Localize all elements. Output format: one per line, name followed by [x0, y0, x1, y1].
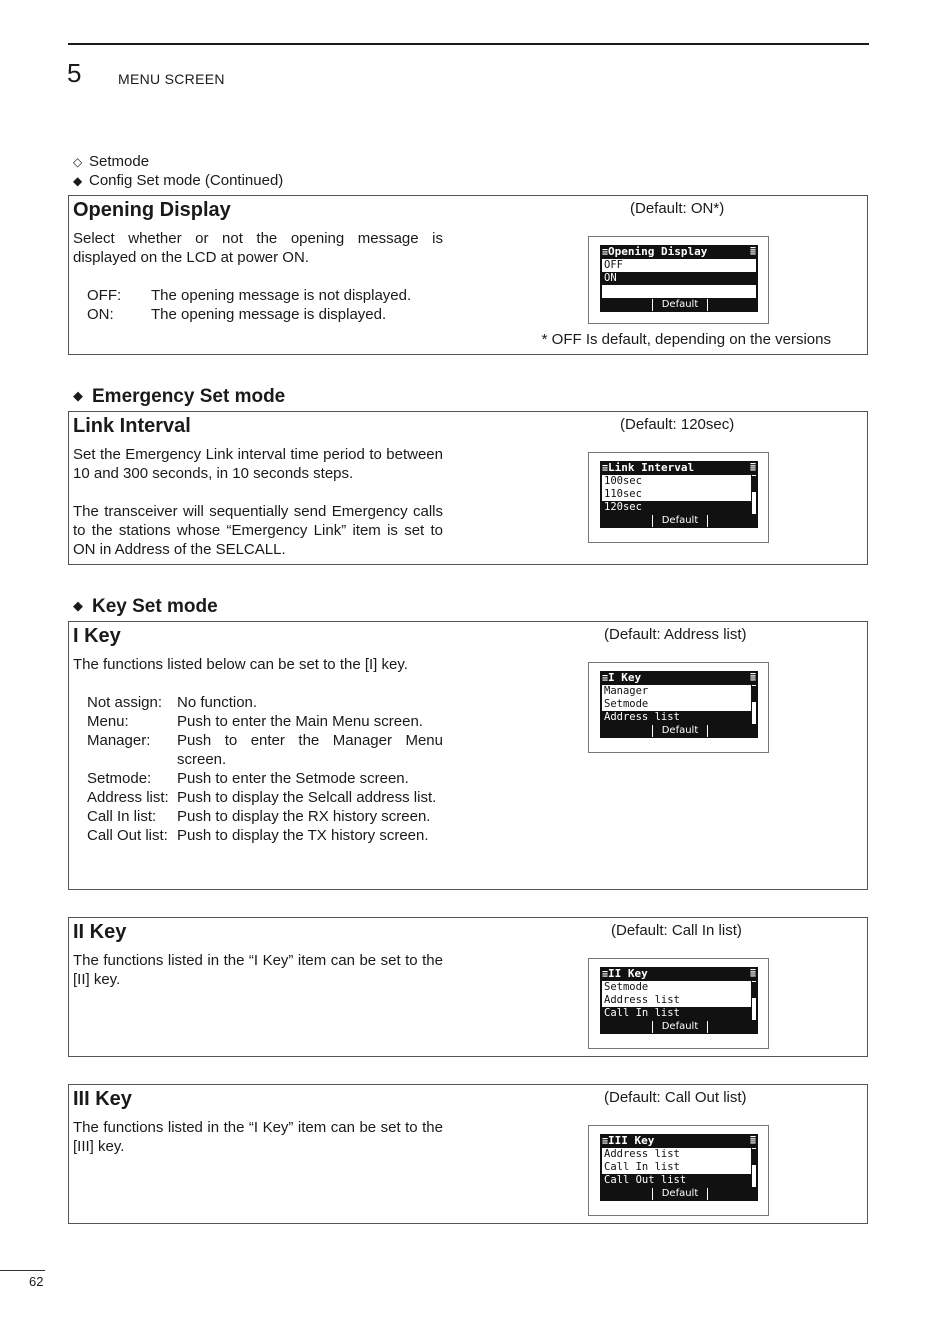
menu-lines-icon: ≡	[602, 673, 609, 684]
description: Select whether or not the opening message is displayed on the LCD at power ON.	[73, 230, 443, 266]
description: The functions listed in the “I Key” item can be set to the [III] key.	[73, 1119, 443, 1155]
lcd-row-selected: ON	[602, 272, 756, 285]
lcd-scrollbar	[751, 475, 756, 514]
option-row: OFF: The opening message is not displayed.	[87, 287, 412, 304]
lcd-softkey: Default	[652, 1021, 708, 1033]
page-rule	[0, 1270, 45, 1271]
description: The functions listed in the “I Key” item can be set to the [II] key.	[73, 952, 443, 988]
chapter-number: 5	[67, 58, 82, 88]
lcd-row: Setmode	[604, 981, 649, 993]
lcd-header: ≡II Key ≣	[602, 967, 756, 980]
lcd-row: OFF	[604, 259, 623, 271]
section-title: I Key	[73, 625, 121, 647]
default-value: (Default: Call Out list)	[604, 1089, 747, 1106]
option-row: Not assign: No function.	[87, 694, 258, 711]
breadcrumb-label: Setmode	[89, 153, 150, 170]
section-title: II Key	[73, 921, 127, 943]
lcd-screenshot	[588, 662, 769, 753]
menu-lines-icon: ≡	[602, 969, 609, 980]
lcd-softkey: Default	[652, 299, 708, 311]
lcd-row-selected: 120sec	[602, 501, 756, 514]
lcd-scrollbar	[751, 685, 756, 724]
lcd-display	[600, 1134, 758, 1201]
option-row: Setmode: Push to enter the Setmode screen.	[87, 770, 409, 787]
section-body	[73, 1118, 443, 1156]
menu-lines-icon: ≡	[602, 1136, 609, 1147]
lcd-list	[602, 475, 756, 514]
option-row: Menu: Push to enter the Main Menu screen.	[87, 713, 423, 730]
lcd-display	[600, 967, 758, 1034]
lcd-row: 100sec	[604, 475, 642, 487]
diamond-filled-icon: ◆	[73, 174, 83, 188]
page-number: 62	[29, 1274, 44, 1289]
option-row: ON: The opening message is displayed.	[87, 306, 387, 323]
menu-lines-icon: ≡	[602, 463, 609, 474]
list-icon: ≣	[749, 968, 756, 979]
key-set-heading: ◆ Key Set mode	[73, 596, 218, 617]
lcd-display	[600, 671, 758, 738]
opening-display-section	[68, 195, 868, 355]
lcd-list	[602, 981, 756, 1020]
diamond-filled-icon: ◆	[73, 388, 83, 403]
lcd-screenshot	[588, 236, 769, 324]
footnote: * OFF Is default, depending on the versions	[541, 331, 831, 348]
lcd-row: Call In list	[604, 1161, 680, 1173]
lcd-row-selected: Call In list	[602, 1007, 756, 1020]
lcd-scrollbar	[751, 1148, 756, 1187]
default-value: (Default: Address list)	[604, 626, 747, 643]
breadcrumb-config	[73, 171, 283, 191]
lcd-row: 110sec	[604, 488, 642, 500]
option-row: Call Out list: Push to display the TX history screen.	[87, 827, 429, 844]
lcd-row-selected: Address list	[602, 711, 756, 724]
section-title: Link Interval	[73, 415, 191, 437]
list-icon: ≣	[749, 672, 756, 683]
lcd-row-selected: Call Out list	[602, 1174, 756, 1187]
description: Set the Emergency Link interval time period to between 10 and 300 seconds, in 10 seconds steps.	[73, 446, 443, 482]
menu-lines-icon: ≡	[602, 247, 609, 258]
description: The functions listed below can be set to the [I] key.	[73, 656, 408, 673]
emergency-heading: ◆ Emergency Set mode	[73, 386, 286, 407]
lcd-list	[602, 1148, 756, 1187]
iii-key-section	[68, 1084, 868, 1224]
lcd-screenshot	[588, 452, 769, 543]
list-icon: ≣	[749, 462, 756, 473]
top-rule	[68, 43, 869, 45]
i-key-section	[68, 621, 868, 890]
lcd-screenshot	[588, 1125, 769, 1216]
default-value: (Default: Call In list)	[611, 922, 742, 939]
lcd-row: Setmode	[604, 698, 649, 710]
option-row: Address list: Push to display the Selcall address list.	[87, 789, 437, 806]
breadcrumb-setmode	[73, 152, 149, 172]
section-body	[73, 655, 443, 845]
lcd-row: Address list	[604, 1148, 680, 1160]
section-title: Opening Display	[73, 199, 231, 221]
option-row: Call In list: Push to display the RX history screen.	[87, 808, 431, 825]
lcd-list	[602, 685, 756, 724]
lcd-header: ≡Opening Display ≣	[602, 245, 756, 258]
lcd-header: ≡Link Interval ≣	[602, 461, 756, 474]
lcd-softkey: Default	[652, 725, 708, 737]
section-body	[73, 229, 443, 324]
list-icon: ≣	[749, 1135, 756, 1146]
description: The transceiver will sequentially send Emergency calls to the stations whose “Emergency Link” item is set to ON in Address of the SELCALL.	[73, 503, 443, 558]
lcd-display	[600, 245, 758, 312]
lcd-row: Address list	[604, 994, 680, 1006]
chapter-title: MENU SCREEN	[118, 71, 225, 87]
lcd-scrollbar	[751, 981, 756, 1020]
list-icon: ≣	[749, 246, 756, 257]
default-value: (Default: ON*)	[630, 200, 725, 217]
lcd-softkey: Default	[652, 515, 708, 527]
lcd-list	[602, 259, 756, 298]
diamond-filled-icon: ◆	[73, 598, 83, 613]
option-row: Manager: Push to enter the Manager Menu screen.	[87, 732, 443, 768]
ii-key-section	[68, 917, 868, 1057]
default-value: (Default: 120sec)	[620, 416, 735, 433]
lcd-softkey: Default	[652, 1188, 708, 1200]
lcd-row: Manager	[604, 685, 649, 697]
lcd-display	[600, 461, 758, 528]
section-body	[73, 445, 443, 559]
lcd-header: ≡III Key ≣	[602, 1134, 756, 1147]
breadcrumb-label: Config Set mode (Continued)	[89, 172, 284, 189]
diamond-outline-icon: ◇	[73, 155, 83, 169]
lcd-header: ≡I Key ≣	[602, 671, 756, 684]
section-body	[73, 951, 443, 989]
section-title: III Key	[73, 1088, 132, 1110]
lcd-screenshot	[588, 958, 769, 1049]
link-interval-section	[68, 411, 868, 565]
